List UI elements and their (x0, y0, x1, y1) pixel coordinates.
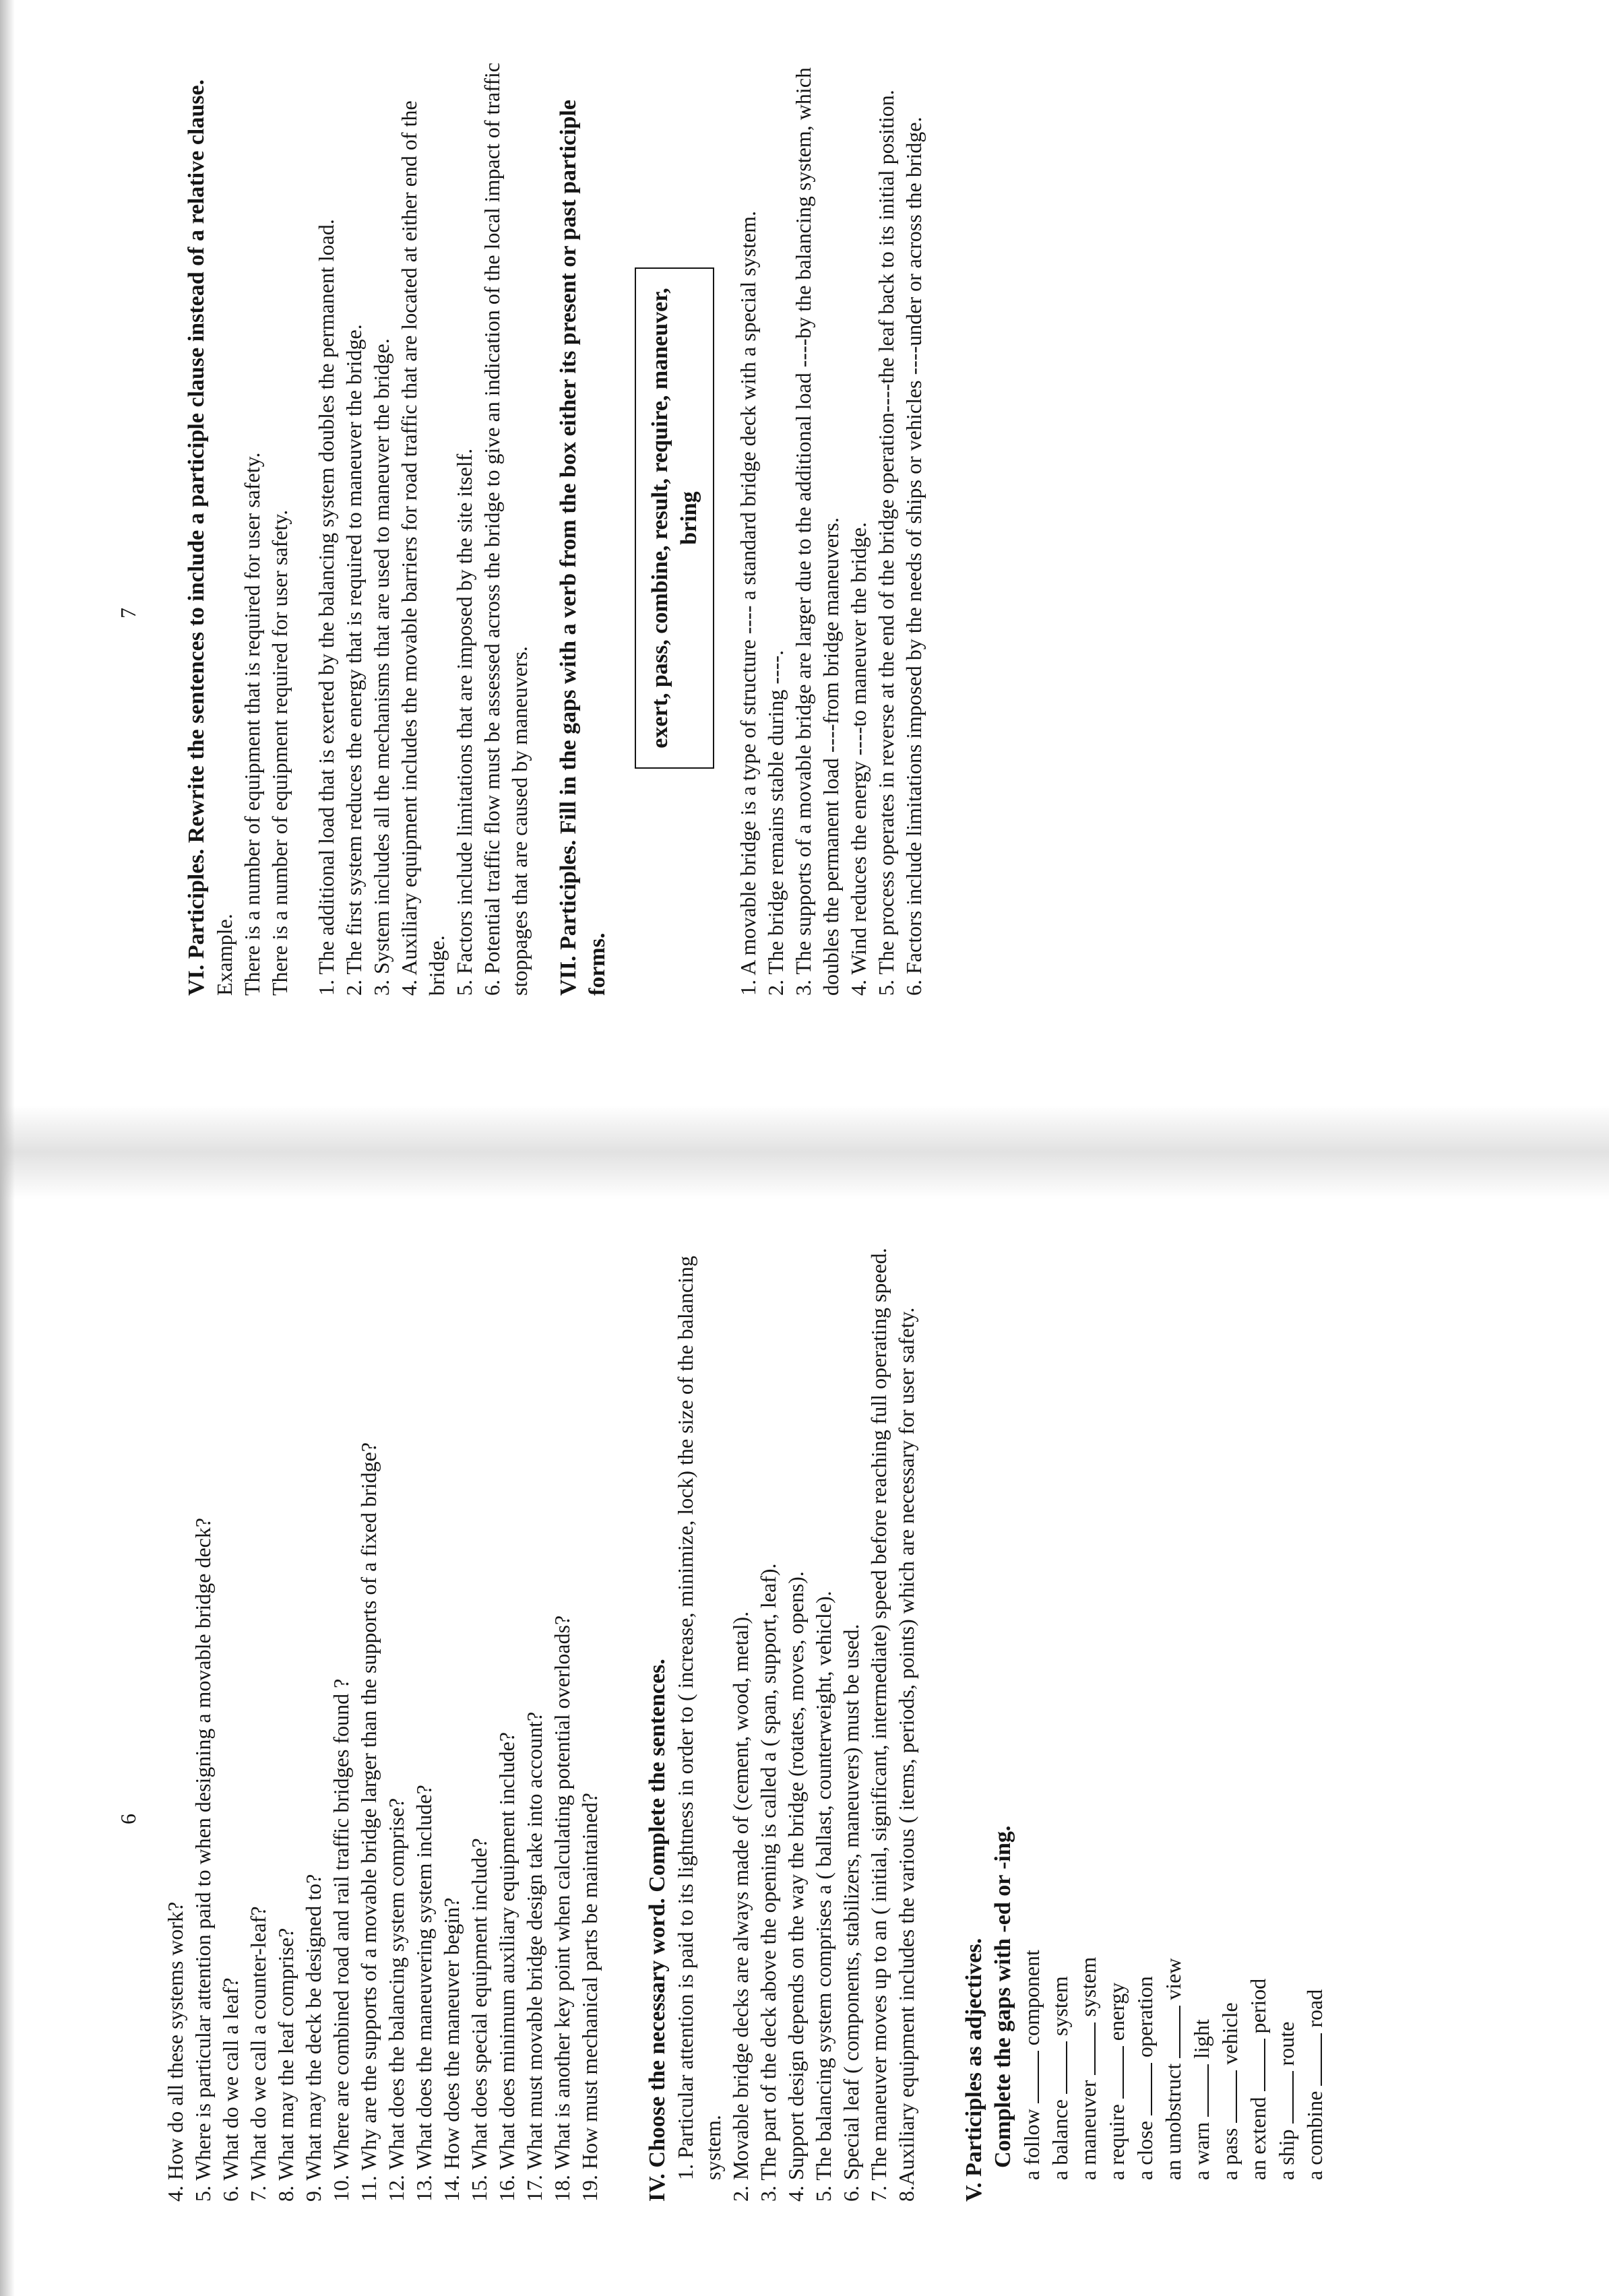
exercise-item: 3. The part of the deck above the opening is called a ( span, support, leaf). (756, 1563, 780, 2202)
gap-prefix: an unobstruct (1161, 2063, 1185, 2180)
gap-row (1074, 1225, 1102, 2180)
page-6 (0, 1178, 1609, 2296)
question-item: 17. What must movable bridge design take into account? (522, 1711, 546, 2202)
gap-noun: period (1246, 1978, 1270, 2034)
question-item: 9. What may the deck be designed to? (301, 1874, 325, 2202)
fill-blank[interactable] (1075, 2022, 1096, 2075)
fill-blank[interactable] (1189, 2064, 1209, 2117)
fill-blank[interactable] (1104, 2046, 1124, 2099)
fill-blank[interactable] (1019, 2051, 1039, 2103)
gap-prefix: a close (1133, 2121, 1157, 2180)
exercise-item: 4. Wind reduces the energy ----to maneuver the bridge. (846, 521, 871, 996)
exercise-item: 1. Particular attention is paid to its lightness in order to ( increase, minimize, lock) the size of the balancing system. (673, 1255, 725, 2180)
gap-row (1102, 1225, 1131, 2180)
gap-noun: light (1189, 2019, 1213, 2059)
question-item: 11. Why are the supports of a movable bridge larger than the supports of a fixed bridge? (356, 1442, 381, 2202)
gap-noun: road (1302, 1989, 1327, 2028)
gap-noun: vehicle (1218, 2002, 1242, 2065)
gap-noun: energy (1104, 1982, 1129, 2041)
page-7-content (162, 40, 928, 996)
question-item: 18. What is another key point when calculating potential overloads? (550, 1615, 574, 2202)
exercise-item: 2. The bridge remains stable during ----. (763, 649, 788, 996)
fill-blank[interactable] (1273, 2071, 1294, 2124)
question-item: 7. What do we call a counter-leaf? (246, 1906, 270, 2202)
gap-prefix: a balance (1048, 2099, 1072, 2180)
gap-prefix: a follow (1019, 2109, 1044, 2180)
gap-prefix: a warn (1189, 2122, 1213, 2180)
exercise-item: 6. Potential traffic flow must be assessed across the bridge to give an indication of the local impact of traffic stoppages that are caused by maneuvers. (480, 62, 532, 996)
question-list (162, 1225, 604, 2202)
fill-blank[interactable] (1217, 2070, 1237, 2123)
gap-noun: system (1048, 1976, 1072, 2037)
gap-row (1272, 1225, 1300, 2180)
gap-noun: view (1161, 1958, 1185, 2000)
fill-blank[interactable] (1047, 2041, 1067, 2094)
exercise-item: 4. Auxiliary equipment includes the movable barriers for road traffic that are located at either end of the bridge. (397, 100, 449, 996)
gap-row (1017, 1225, 1046, 2180)
gap-row (1159, 1225, 1187, 2180)
gap-prefix: a combine (1302, 2091, 1327, 2180)
gap-noun: system (1076, 1956, 1100, 2017)
gap-prefix: a pass (1218, 2128, 1242, 2180)
example-label: Example. (212, 914, 236, 996)
gap-row (1131, 1225, 1159, 2180)
question-item: 10. Where are combined road and rail traffic bridges found ? (329, 1678, 353, 2202)
exercise-item: 5. The balancing system comprises a ( ballast, counterweight, vehicle). (811, 1591, 835, 2202)
fill-blank[interactable] (1302, 2033, 1322, 2086)
section-vii-heading: VII. Participles. Fill in the gaps with a verb from the box either its present or past participle forms. (556, 99, 610, 996)
page-7 (0, 0, 1609, 1097)
gap-row (1187, 1225, 1216, 2180)
exercise-item: 6. Factors include limitations imposed by the needs of ships or vehicles ----under or across the bridge. (902, 117, 926, 996)
exercise-item: 3. System includes all the mechanisms that are used to maneuver the bridge. (369, 338, 393, 996)
exercise-item: 1. The additional load that is exerted by the balancing system doubles the permanent load. (314, 219, 338, 996)
exercise-item: 7. The maneuver moves up to an ( initial, significant, intermediate) speed before reaching full operating speed. (866, 1248, 891, 2202)
participle-gap-list (1017, 1225, 1329, 2180)
question-item: 14. How does the maneuver begin? (439, 1897, 464, 2202)
question-item: 15. What does special equipment include? (467, 1838, 491, 2202)
gap-row (1046, 1225, 1074, 2180)
section-vi-heading: VI. Participles. Rewrite the sentences to include a participle clause instead of a relative clause. (184, 79, 209, 996)
page-number: 6 (116, 1814, 140, 1824)
example-sentence: There is a number of equipment required for user safety. (267, 509, 292, 996)
exercise-item: 3. The supports of a movable bridge are larger due to the additional load ----by the balancing system, which doubles the permanent load ----from bridge maneuvers. (791, 67, 843, 996)
page-number: 7 (116, 608, 140, 618)
gap-prefix: a require (1104, 2104, 1129, 2180)
question-item: 8. What may the leaf comprise? (274, 1927, 298, 2202)
example-sentence: There is a number of equipment that is required for user safety. (240, 452, 264, 996)
book-fold-shadow (0, 1105, 1609, 1199)
gap-prefix: an extend (1246, 2097, 1270, 2180)
question-item: 6. What do we call a leaf? (218, 1977, 243, 2202)
question-item: 5. Where is particular attention paid to when designing a movable bridge deck? (191, 1517, 215, 2202)
gap-noun: component (1019, 1950, 1044, 2046)
fill-blank[interactable] (1160, 2006, 1180, 2058)
gap-row (1300, 1225, 1329, 2180)
question-item: 12. What does the balancing system comprise? (384, 1797, 408, 2202)
section-v-heading: V. Participles as adjectives. (961, 1938, 986, 2202)
fill-blank[interactable] (1132, 2063, 1152, 2115)
exercise-item: 1. A movable bridge is a type of structure ---- a standard bridge deck with a special system. (736, 211, 760, 996)
exercise-item: 8.Auxiliary equipment includes the various ( items, periods, points) which are necessary for user safety. (894, 1307, 918, 2202)
question-item: 19. How must mechanical parts be maintained? (577, 1793, 602, 2202)
exercise-item: 2. The first system reduces the energy that is required to maneuver the bridge. (342, 324, 366, 996)
word-box: exert, pass, combine, result, require, maneuver, bring (635, 267, 714, 769)
section-v-subheading: Complete the gaps with -ed or -ing. (990, 1825, 1015, 2168)
exercise-item: 6. Special leaf ( components, stabilizers, maneuvers) must be used. (839, 1624, 863, 2202)
question-item: 4. How do all these systems work? (163, 1901, 187, 2202)
gap-prefix: a maneuver (1076, 2080, 1100, 2180)
gap-prefix: a ship (1274, 2129, 1298, 2180)
gap-noun: route (1274, 2021, 1298, 2066)
fill-blank[interactable] (1245, 2039, 1265, 2092)
exercise-item: 2. Movable bridge decks are always made of (cement, wood, metal). (728, 1611, 753, 2202)
section-iv-heading: IV. Choose the necessary word. Complete the sentences. (645, 1659, 670, 2202)
gap-noun: operation (1133, 1976, 1157, 2058)
exercise-item: 4. Support design depends on the way the bridge (rotates, moves, opens). (784, 1571, 808, 2202)
exercise-item: 5. Factors include limitations that are imposed by the site itself. (452, 448, 476, 996)
exercise-item: 5. The process operates in reverse at the end of the bridge operation----the leaf back to its initial position. (874, 90, 898, 996)
question-item: 13. What does the maneuvering system include? (412, 1785, 436, 2202)
gap-row (1216, 1225, 1244, 2180)
page-6-content (162, 1225, 1329, 2202)
question-item: 16. What does minimum auxiliary equipment include? (495, 1731, 519, 2202)
gap-row (1244, 1225, 1272, 2180)
